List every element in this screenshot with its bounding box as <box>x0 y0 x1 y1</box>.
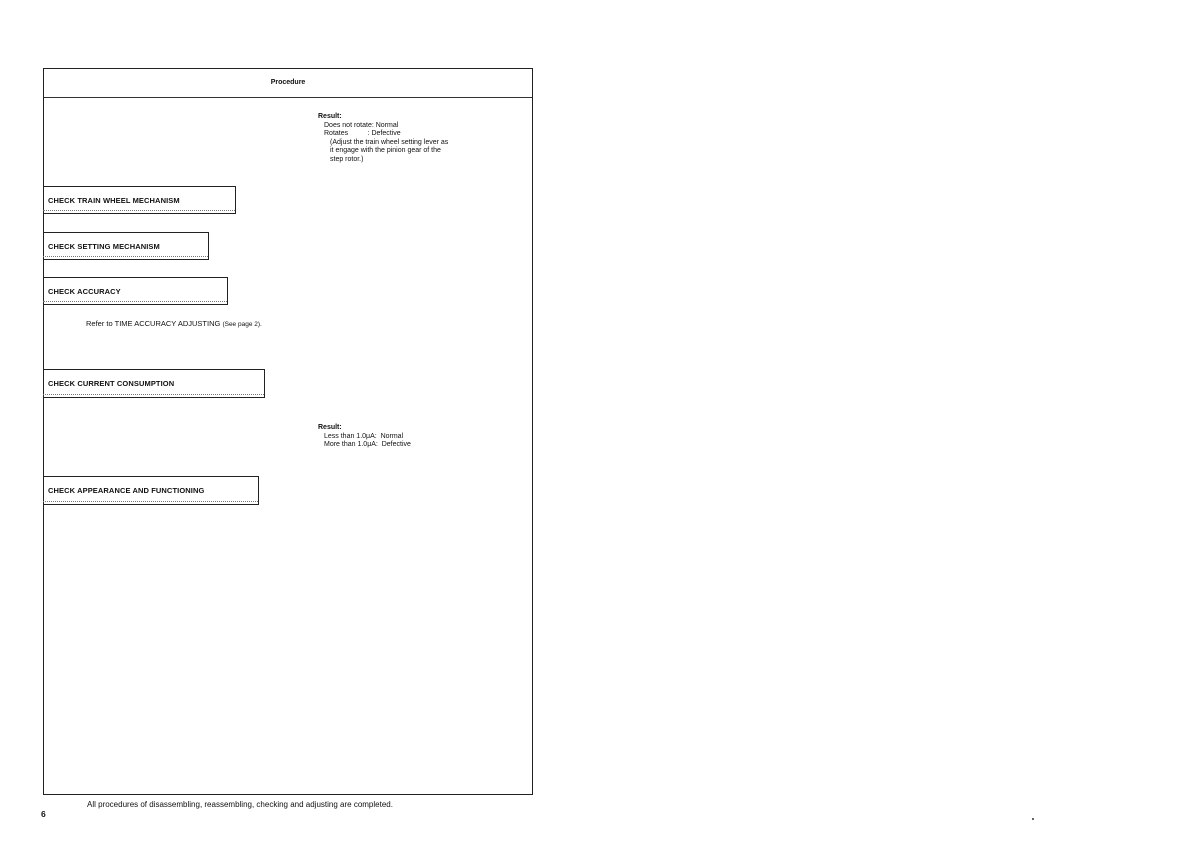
page-reference: (See page 2). <box>222 321 262 328</box>
check-label: CHECK CURRENT CONSUMPTION <box>48 379 175 388</box>
check-label: CHECK SETTING MECHANISM <box>48 241 160 251</box>
result-label: Result: <box>318 113 342 120</box>
current-result <box>318 424 411 450</box>
procedure-title: Procedure <box>270 79 306 86</box>
result-line: Does not rotate: Normal <box>324 121 399 129</box>
accuracy-reference <box>86 319 262 328</box>
completion-note: All procedures of disassembling, reassembling, checking and adjusting are completed. <box>87 800 393 809</box>
check-label: CHECK ACCURACY <box>48 286 121 296</box>
check-current-consumption <box>43 369 265 398</box>
result-line: Less than 1.0μA: Normal <box>324 432 404 440</box>
result-line: More than 1.0μA: Defective <box>324 441 411 449</box>
result-label: Result: <box>318 424 342 431</box>
result-note: it engage with the pinion gear of the <box>330 147 441 155</box>
check-train-wheel-mechanism <box>43 186 236 214</box>
check-accuracy <box>43 277 228 305</box>
reference-text: Refer to TIME ACCURACY ADJUSTING <box>86 319 221 328</box>
page-number: 6 <box>41 809 46 819</box>
procedure-frame <box>43 68 533 795</box>
scan-speck <box>1032 818 1034 820</box>
check-appearance-and-functioning <box>43 476 259 505</box>
rotation-result <box>318 113 448 165</box>
check-label: CHECK TRAIN WHEEL MECHANISM <box>48 195 180 205</box>
result-line: Rotates : Defective <box>324 130 401 138</box>
check-label: CHECK APPEARANCE AND FUNCTIONING <box>48 486 205 495</box>
result-note: (Adjust the train wheel setting lever as <box>330 138 449 146</box>
procedure-header <box>44 69 532 98</box>
result-note: step rotor.) <box>330 155 364 163</box>
check-setting-mechanism <box>43 232 209 260</box>
